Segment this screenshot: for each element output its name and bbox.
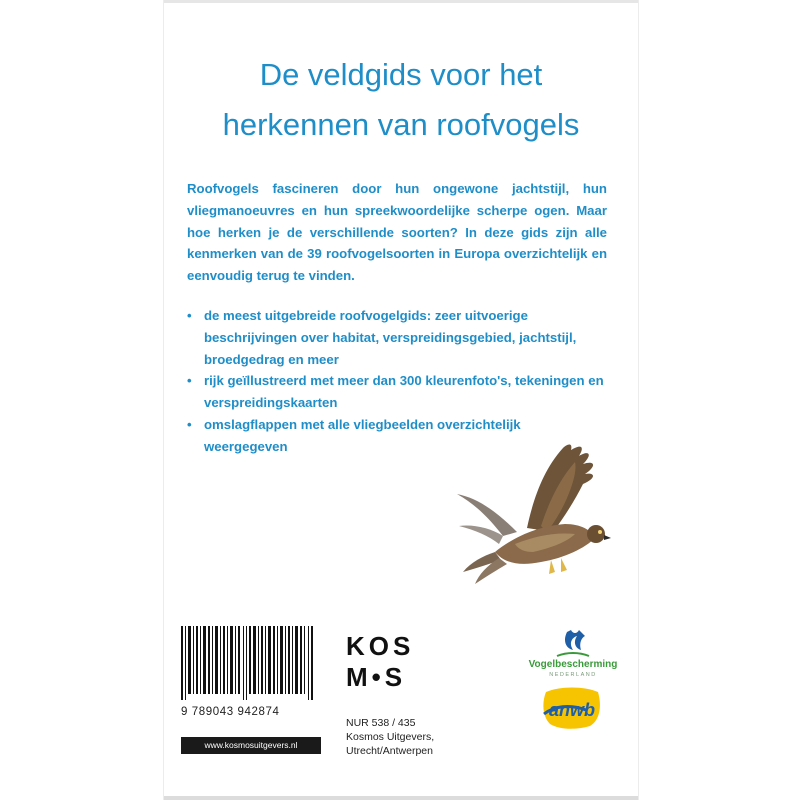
barcode [181, 626, 315, 700]
feature-item [187, 370, 607, 414]
cover-title [163, 50, 639, 150]
vogelbescherming-sub: NEDERLAND [549, 672, 597, 678]
cover-title-line-1: De veldgids voor het [259, 57, 543, 92]
vogelbescherming-logo [523, 628, 623, 680]
cover-bottom-edge [163, 796, 639, 800]
publisher-city: Utrecht/Antwerpen [346, 745, 433, 757]
feature-item [187, 305, 607, 370]
bullet-marker: • [187, 308, 192, 323]
publisher-name: Kosmos Uitgevers, [346, 731, 435, 743]
barcode-number: 9 789043 942874 [181, 706, 280, 718]
anwb-label: anwb [548, 700, 596, 720]
feature-text: de meest uitgebreide roofvogelgids: zeer uitvoerige beschrijvingen over habitat, verspreidingsgebied, jachtstijl, broedgedrag en meer [204, 308, 577, 367]
harrier-illustration [455, 440, 625, 590]
vogelbescherming-label: Vogelbescherming [528, 659, 618, 670]
bullet-marker: • [187, 373, 192, 389]
anwb-logo [540, 686, 604, 730]
publisher-website: www.kosmosuitgevers.nl [181, 737, 321, 754]
publisher-info [346, 716, 434, 758]
kosmos-logo [346, 630, 426, 690]
cover-top-edge [163, 0, 639, 3]
intro-paragraph: Roofvogels fascineren door hun ongewone jachtstijl, hun vliegmanoeuvres en hun spreekwoordelijke scherpe ogen. Maar hoe herken je de verschillende soorten? In deze gids zijn alle kenmerken van de 39 roofvogelsoorten in Europa overzichtelijk en eenvoudig terug te vinden. [187, 181, 607, 284]
bird-icon [565, 630, 585, 650]
nur-code: NUR 538 / 435 [346, 717, 416, 729]
feature-text: rijk geïllustreerd met meer dan 300 kleurenfoto's, tekeningen en verspreidingskaarten [204, 373, 604, 411]
feature-text: omslagflappen met alle vliegbeelden overzichtelijk weergegeven [204, 416, 521, 454]
feature-list [187, 305, 607, 458]
kosmos-logo-row-2: M•S [346, 662, 407, 690]
kosmos-logo-row-1: KOS [346, 631, 415, 661]
bullet-marker: • [187, 416, 192, 432]
cover-title-line-2: herkennen van roofvogels [222, 107, 580, 142]
